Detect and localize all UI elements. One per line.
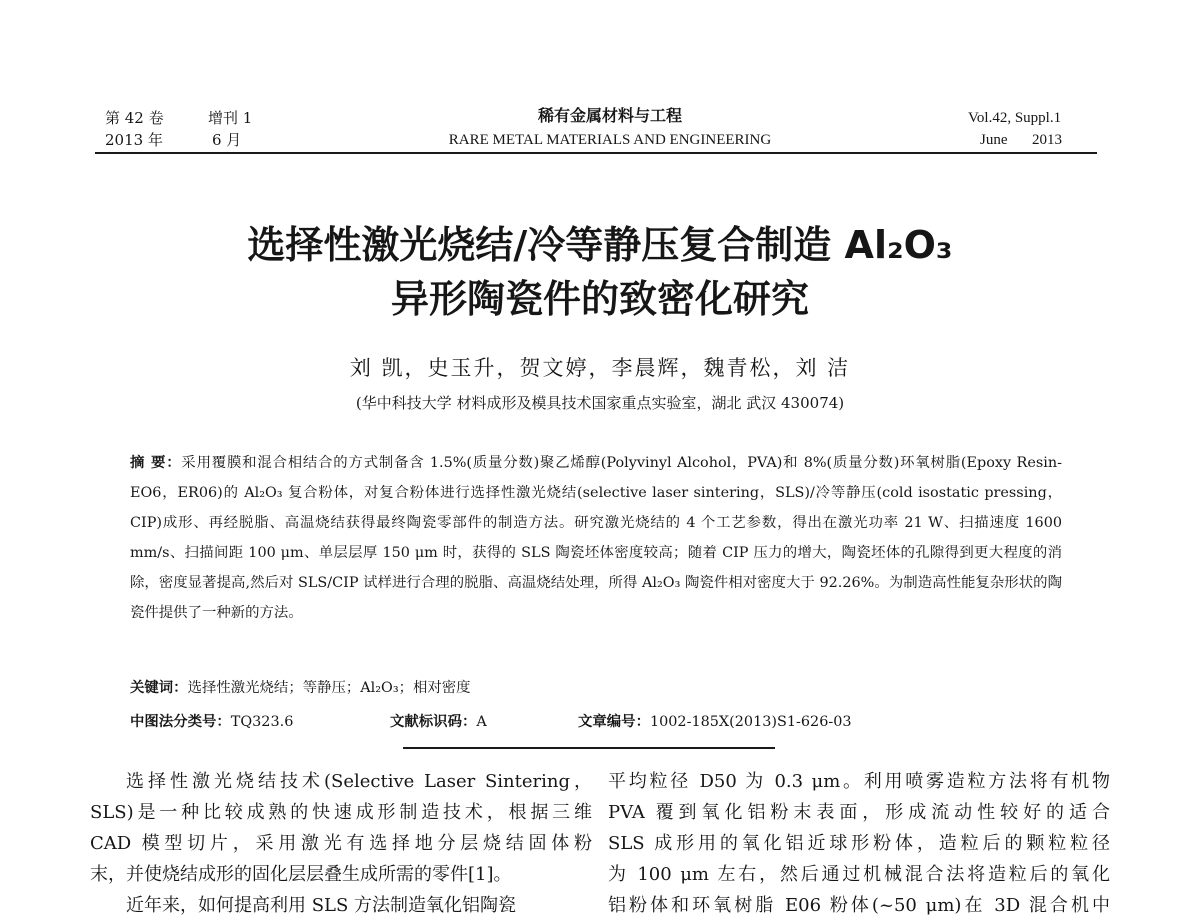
article-number-value: 1002-185X(2013)S1-626-03 <box>649 714 852 730</box>
body-left-line: SLS)是一种比较成熟的快速成形制造技术，根据三维 <box>90 802 592 823</box>
body-right-column <box>608 766 1110 921</box>
header-rule <box>95 152 1097 154</box>
clc-number <box>130 710 293 731</box>
body-left-column <box>90 766 592 921</box>
doc-code-value: A <box>476 714 487 730</box>
article-number <box>578 710 852 731</box>
body-left-line: 选择性激光烧结技术(Selective Laser Sintering， <box>126 771 592 792</box>
keywords-text: 选择性激光烧结；等静压；Al₂O₃；相对密度 <box>187 680 471 696</box>
body-left-line: CAD 模型切片，采用激光有选择地分层烧结固体粉 <box>90 833 592 854</box>
volume-en: Vol.42, Suppl.1 <box>968 110 1062 126</box>
clc-value: TQ323.6 <box>230 714 294 730</box>
article-number-label: 文章编号： <box>578 714 650 730</box>
date-en-year: 2013 <box>1032 132 1062 148</box>
journal-title-cn: 稀有金属材料与工程 <box>537 106 682 125</box>
abstract-text: 采用覆膜和混合相结合的方式制备含 1.5%(质量分数)聚乙烯醇(Polyvinyl Alcohol，PVA)和 8%(质量分数)环氧树脂(Epoxy Resin-EO6，ER06)的 Al₂O₃ 复合粉体，对复合粉体进行选择性激光烧结(selective laser sintering，SLS)/冷等静压(cold isostatic pressing，CIP)成形、再经脱脂、高温烧结获得最终陶瓷零部件的制造方法。研究激光烧结的 4 个工艺参数，得出在激光功率 21 W、扫描速度 1600 mm/s、扫描间距 100 μm、单层层厚 150 μm 时，获得的 SLS 陶瓷坯体密度较高；随着 CIP 压力的增大，陶瓷坯体的孔隙得到更大程度的消除，密度显著提高,然后对 SLS/CIP 试样进行合理的脱脂、高温烧结处理，所得 Al₂O₃ 陶瓷件相对密度大于 92.26%。为制造高性能复杂形状的陶瓷件提供了一种新的方法。 <box>130 455 1062 621</box>
body-right-line: 为 100 μm 左右，然后通过机械混合法将造粒后的氧化 <box>608 864 1110 885</box>
doc-code-label: 文献标识码： <box>390 714 477 730</box>
paper-title-line1: 选择性激光烧结/冷等静压复合制造 Al₂O₃ <box>247 223 953 267</box>
body-right-line: 铝粉体和环氧树脂 E06 粉体(~50 μm)在 3D 混合机中 <box>608 895 1110 916</box>
body-right-line: PVA 覆到氧化铝粉末表面，形成流动性较好的适合 <box>608 802 1110 823</box>
body-right-line: 平均粒径 D50 为 0.3 μm。利用喷雾造粒方法将有机物 <box>608 771 1110 792</box>
abstract-label: 摘 要： <box>130 455 182 471</box>
issue-label: 增刊 1 <box>208 109 253 127</box>
date-en-month: June <box>980 132 1008 148</box>
year-label: 2013 年 <box>105 131 163 149</box>
author-list: 刘 凯，史玉升，贺文婷，李晨辉，魏青松，刘 洁 <box>349 356 851 380</box>
body-right-line: SLS 成形用的氧化铝近球形粉体，造粒后的颗粒粒径 <box>608 833 1110 854</box>
abstract <box>130 448 1062 628</box>
volume-label: 第 42 卷 <box>105 109 164 127</box>
document-code <box>390 710 487 731</box>
keywords-label: 关键词： <box>130 680 188 696</box>
keywords <box>130 676 471 697</box>
affiliation: (华中科技大学 材料成形及模具技术国家重点实验室，湖北 武汉 430074) <box>355 394 845 412</box>
journal-title-en: RARE METAL MATERIALS AND ENGINEERING <box>448 132 772 148</box>
paper-title-line2: 异形陶瓷件的致密化研究 <box>390 277 809 321</box>
body-left-line: 近年来，如何提高利用 SLS 方法制造氧化铝陶瓷 <box>126 895 517 916</box>
section-divider <box>403 747 775 749</box>
body-left-line: 末，并使烧结成形的固化层层叠生成所需的零件[1]。 <box>90 864 512 885</box>
month-label: 6 月 <box>212 131 242 149</box>
clc-label: 中图法分类号： <box>130 714 231 730</box>
